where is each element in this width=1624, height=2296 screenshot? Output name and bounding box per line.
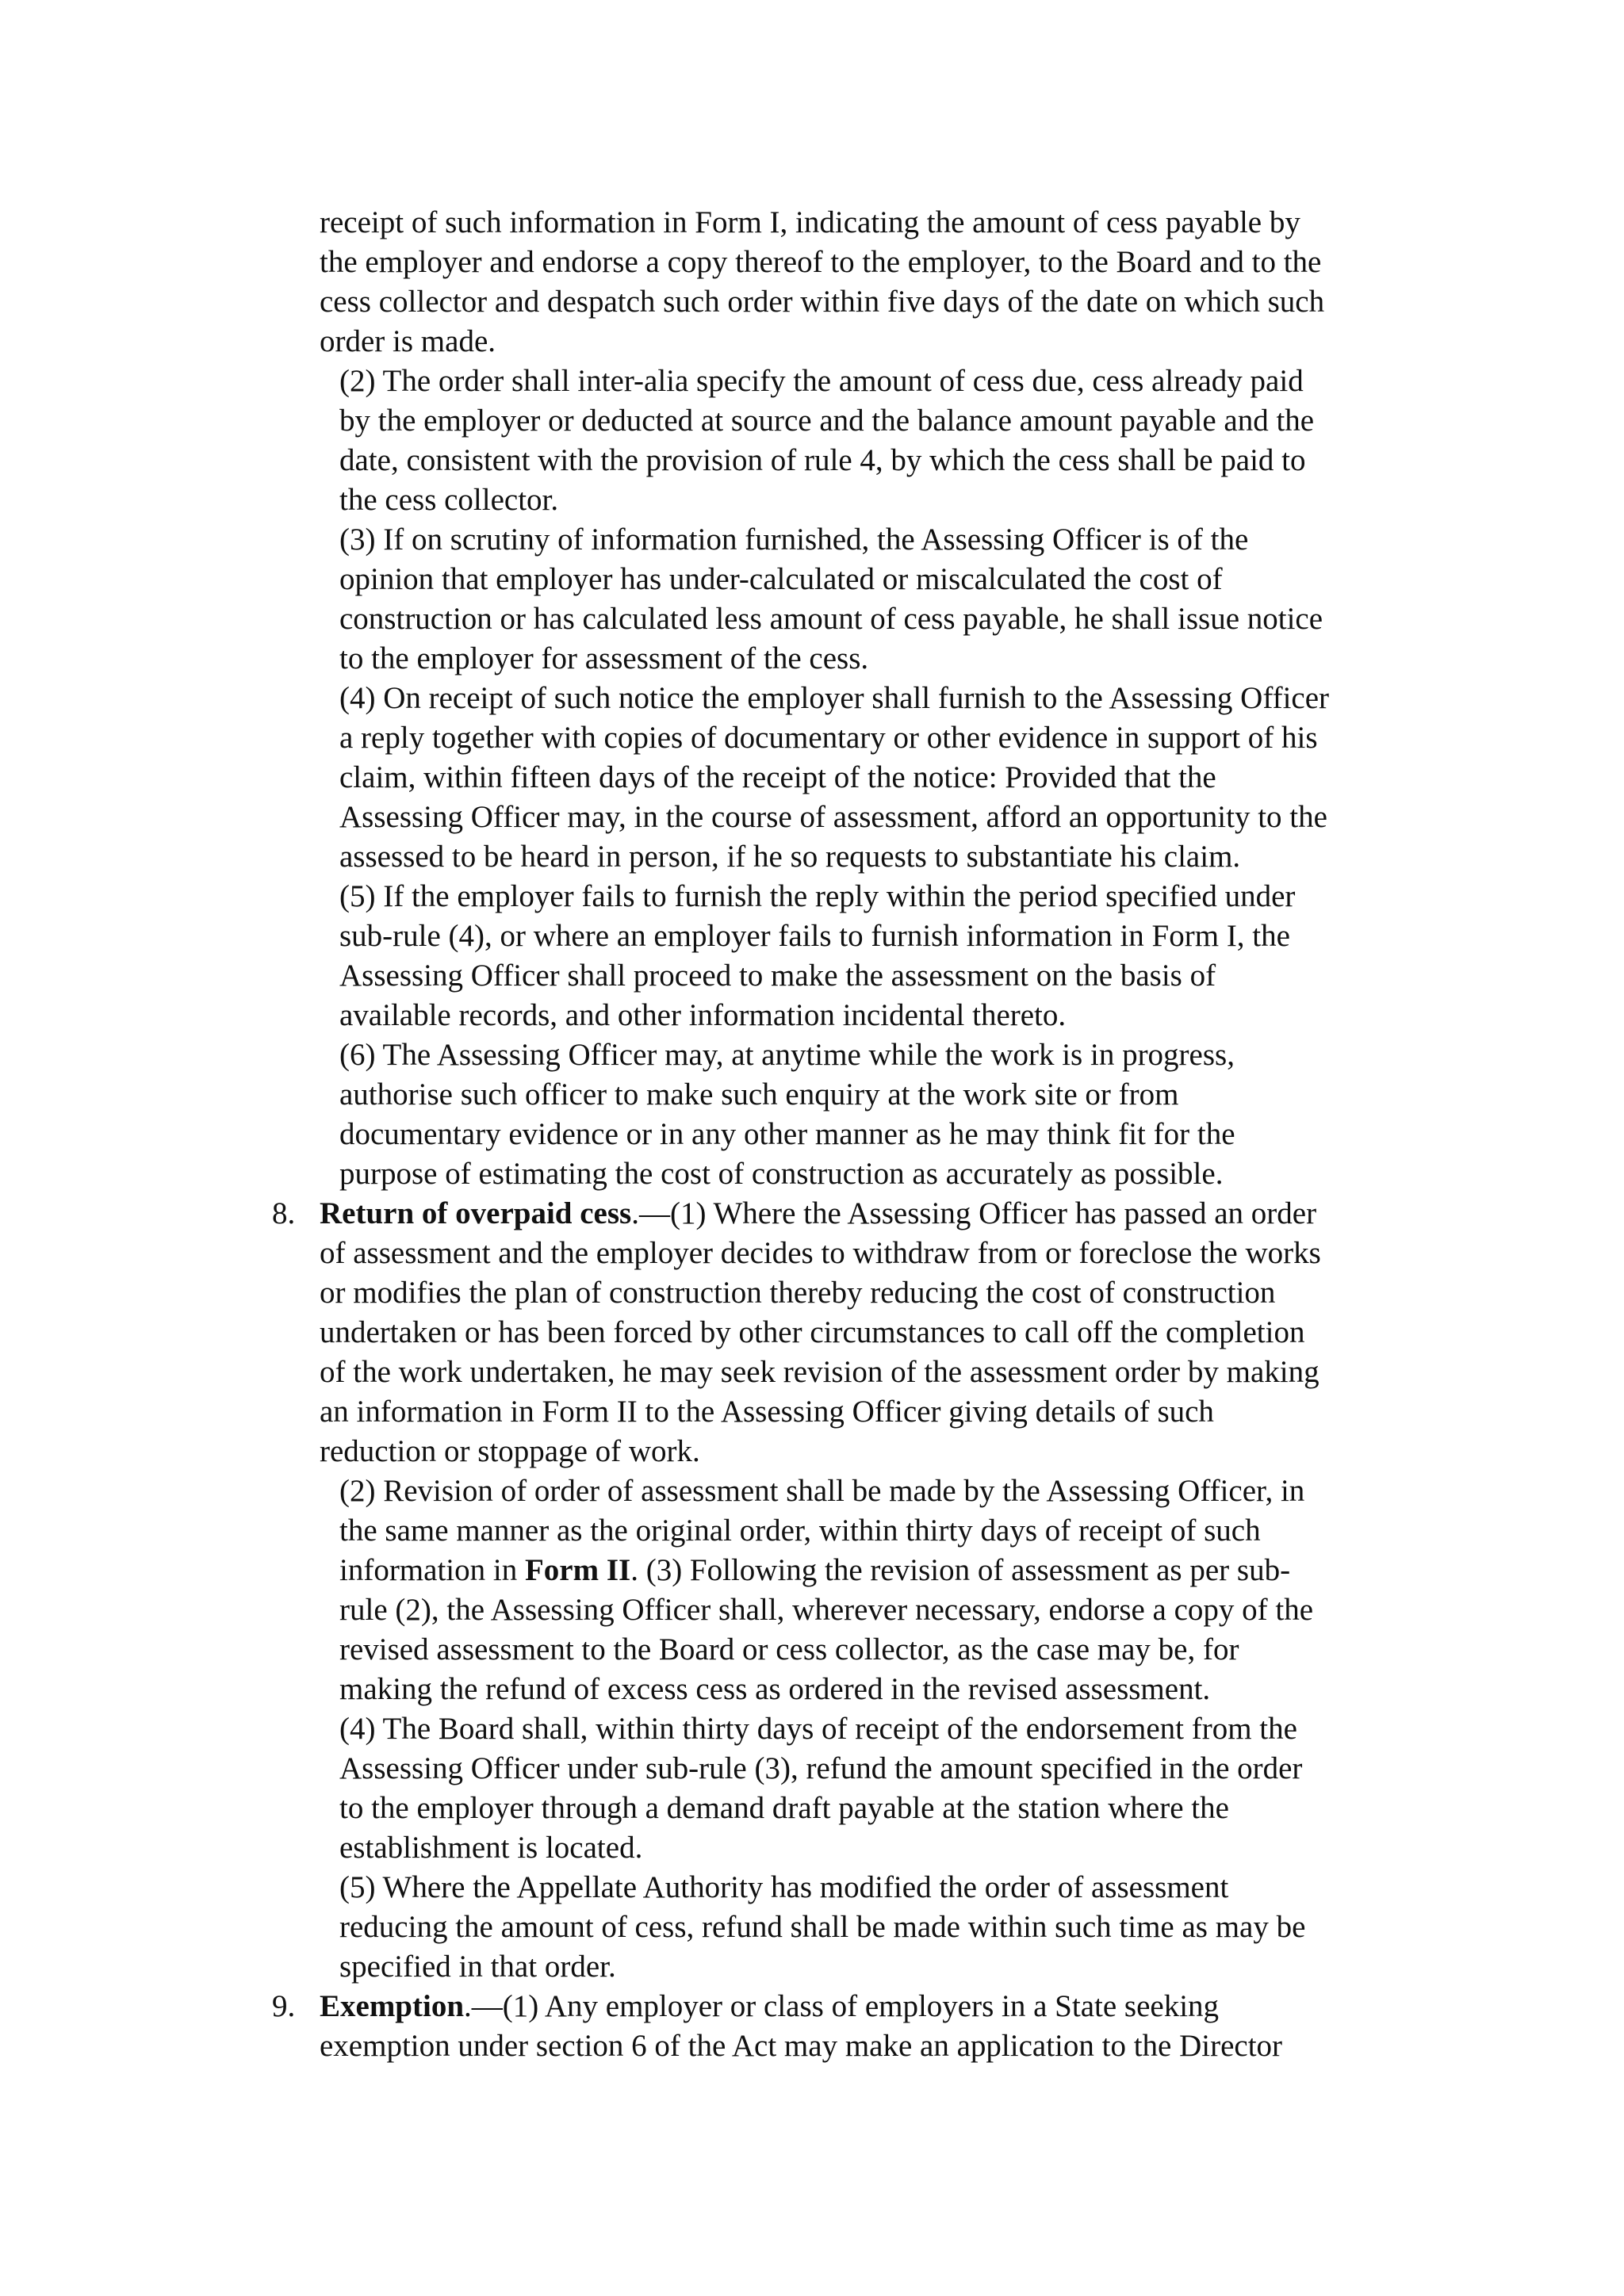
text-line: reducing the amount of cess, refund shall be made within such time as may be — [339, 1910, 1306, 1944]
rule-heading: Exemption — [320, 1989, 465, 2023]
text-line: the employer and endorse a copy thereof to the employer, to the Board and to the — [320, 245, 1322, 279]
text-line: reduction or stoppage of work. — [320, 1434, 700, 1468]
text-line: receipt of such information in Form I, indicating the amount of cess payable by — [320, 205, 1300, 239]
text-line: of assessment and the employer decides to withdraw from or foreclose the works — [320, 1236, 1321, 1270]
rule-text: .—(1) Any employer or class of employers in a State seeking — [464, 1989, 1220, 2023]
text-line: (3) If on scrutiny of information furnished, the Assessing Officer is of the — [339, 522, 1249, 557]
text-line: rule (2), the Assessing Officer shall, wherever necessary, endorse a copy of the — [339, 1593, 1314, 1627]
text-line: exemption under section 6 of the Act may make an application to the Director — [320, 2029, 1283, 2063]
rule-number: 9. — [272, 1989, 296, 2023]
text-line: undertaken or has been forced by other circumstances to call off the completion — [320, 1315, 1305, 1349]
text-line: revised assessment to the Board or cess collector, as the case may be, for — [339, 1632, 1239, 1667]
text-line: (6) The Assessing Officer may, at anytime while the work is in progress, — [339, 1038, 1235, 1072]
text-line: cess collector and despatch such order within five days of the date on which such — [320, 285, 1325, 319]
text-run: information in — [339, 1553, 525, 1587]
text-line: sub-rule (4), or where an employer fails to furnish information in Form I, the — [339, 919, 1290, 953]
text-line: to the employer through a demand draft payable at the station where the — [339, 1791, 1229, 1825]
rule-text: .—(1) Where the Assessing Officer has passed an order — [631, 1196, 1317, 1230]
rule-heading-line — [320, 1987, 1219, 2026]
text-line: (4) The Board shall, within thirty days of receipt of the endorsement from the — [339, 1712, 1297, 1746]
rule-number: 8. — [272, 1196, 296, 1230]
text-line: (5) If the employer fails to furnish the reply within the period specified under — [339, 879, 1296, 913]
text-line: specified in that order. — [339, 1950, 616, 1984]
text-line: (2) Revision of order of assessment shall be made by the Assessing Officer, in — [339, 1474, 1305, 1508]
text-line: Assessing Officer under sub-rule (3), refund the amount specified in the order — [339, 1751, 1303, 1785]
text-line: purpose of estimating the cost of construction as accurately as possible. — [339, 1157, 1224, 1191]
form-reference: Form II — [524, 1553, 631, 1587]
text-line: Assessing Officer may, in the course of assessment, afford an opportunity to the — [339, 800, 1327, 834]
text-run: . (3) Following the revision of assessment as per sub- — [630, 1553, 1291, 1587]
text-line: or modifies the plan of construction thereby reducing the cost of construction — [320, 1276, 1276, 1310]
text-line: claim, within fifteen days of the receipt of the notice: Provided that the — [339, 760, 1216, 794]
text-line: assessed to be heard in person, if he so requests to substantiate his claim. — [339, 840, 1241, 874]
text-line: to the employer for assessment of the cess. — [339, 641, 869, 675]
rule-heading-line — [320, 1194, 1316, 1234]
text-line: of the work undertaken, he may seek revision of the assessment order by making — [320, 1355, 1320, 1389]
text-line: order is made. — [320, 324, 496, 358]
text-line: a reply together with copies of documentary or other evidence in support of his — [339, 721, 1318, 755]
text-line: date, consistent with the provision of rule 4, by which the cess shall be paid to — [339, 443, 1306, 477]
text-line: establishment is located. — [339, 1831, 643, 1865]
text-line: (5) Where the Appellate Authority has modified the order of assessment — [339, 1870, 1229, 1904]
text-line: construction or has calculated less amount of cess payable, he shall issue notice — [339, 602, 1323, 636]
text-line: an information in Form II to the Assessing Officer giving details of such — [320, 1395, 1214, 1429]
text-line: opinion that employer has under-calculated or miscalculated the cost of — [339, 562, 1223, 596]
text-line: available records, and other information incidental thereto. — [339, 998, 1067, 1032]
text-line: the same manner as the original order, within thirty days of receipt of such — [339, 1513, 1261, 1548]
text-line: (4) On receipt of such notice the employer shall furnish to the Assessing Officer — [339, 681, 1330, 715]
text-line: making the refund of excess cess as ordered in the revised assessment. — [339, 1672, 1211, 1706]
text-line: Assessing Officer shall proceed to make the assessment on the basis of — [339, 959, 1216, 993]
rule-heading: Return of overpaid cess — [320, 1196, 632, 1230]
text-line — [339, 1551, 1290, 1590]
text-line: the cess collector. — [339, 483, 559, 517]
text-line: by the employer or deducted at source and the balance amount payable and the — [339, 404, 1315, 438]
text-line: (2) The order shall inter-alia specify the amount of cess due, cess already paid — [339, 364, 1304, 398]
text-line: authorise such officer to make such enquiry at the work site or from — [339, 1077, 1179, 1112]
text-line: documentary evidence or in any other manner as he may think fit for the — [339, 1117, 1235, 1151]
